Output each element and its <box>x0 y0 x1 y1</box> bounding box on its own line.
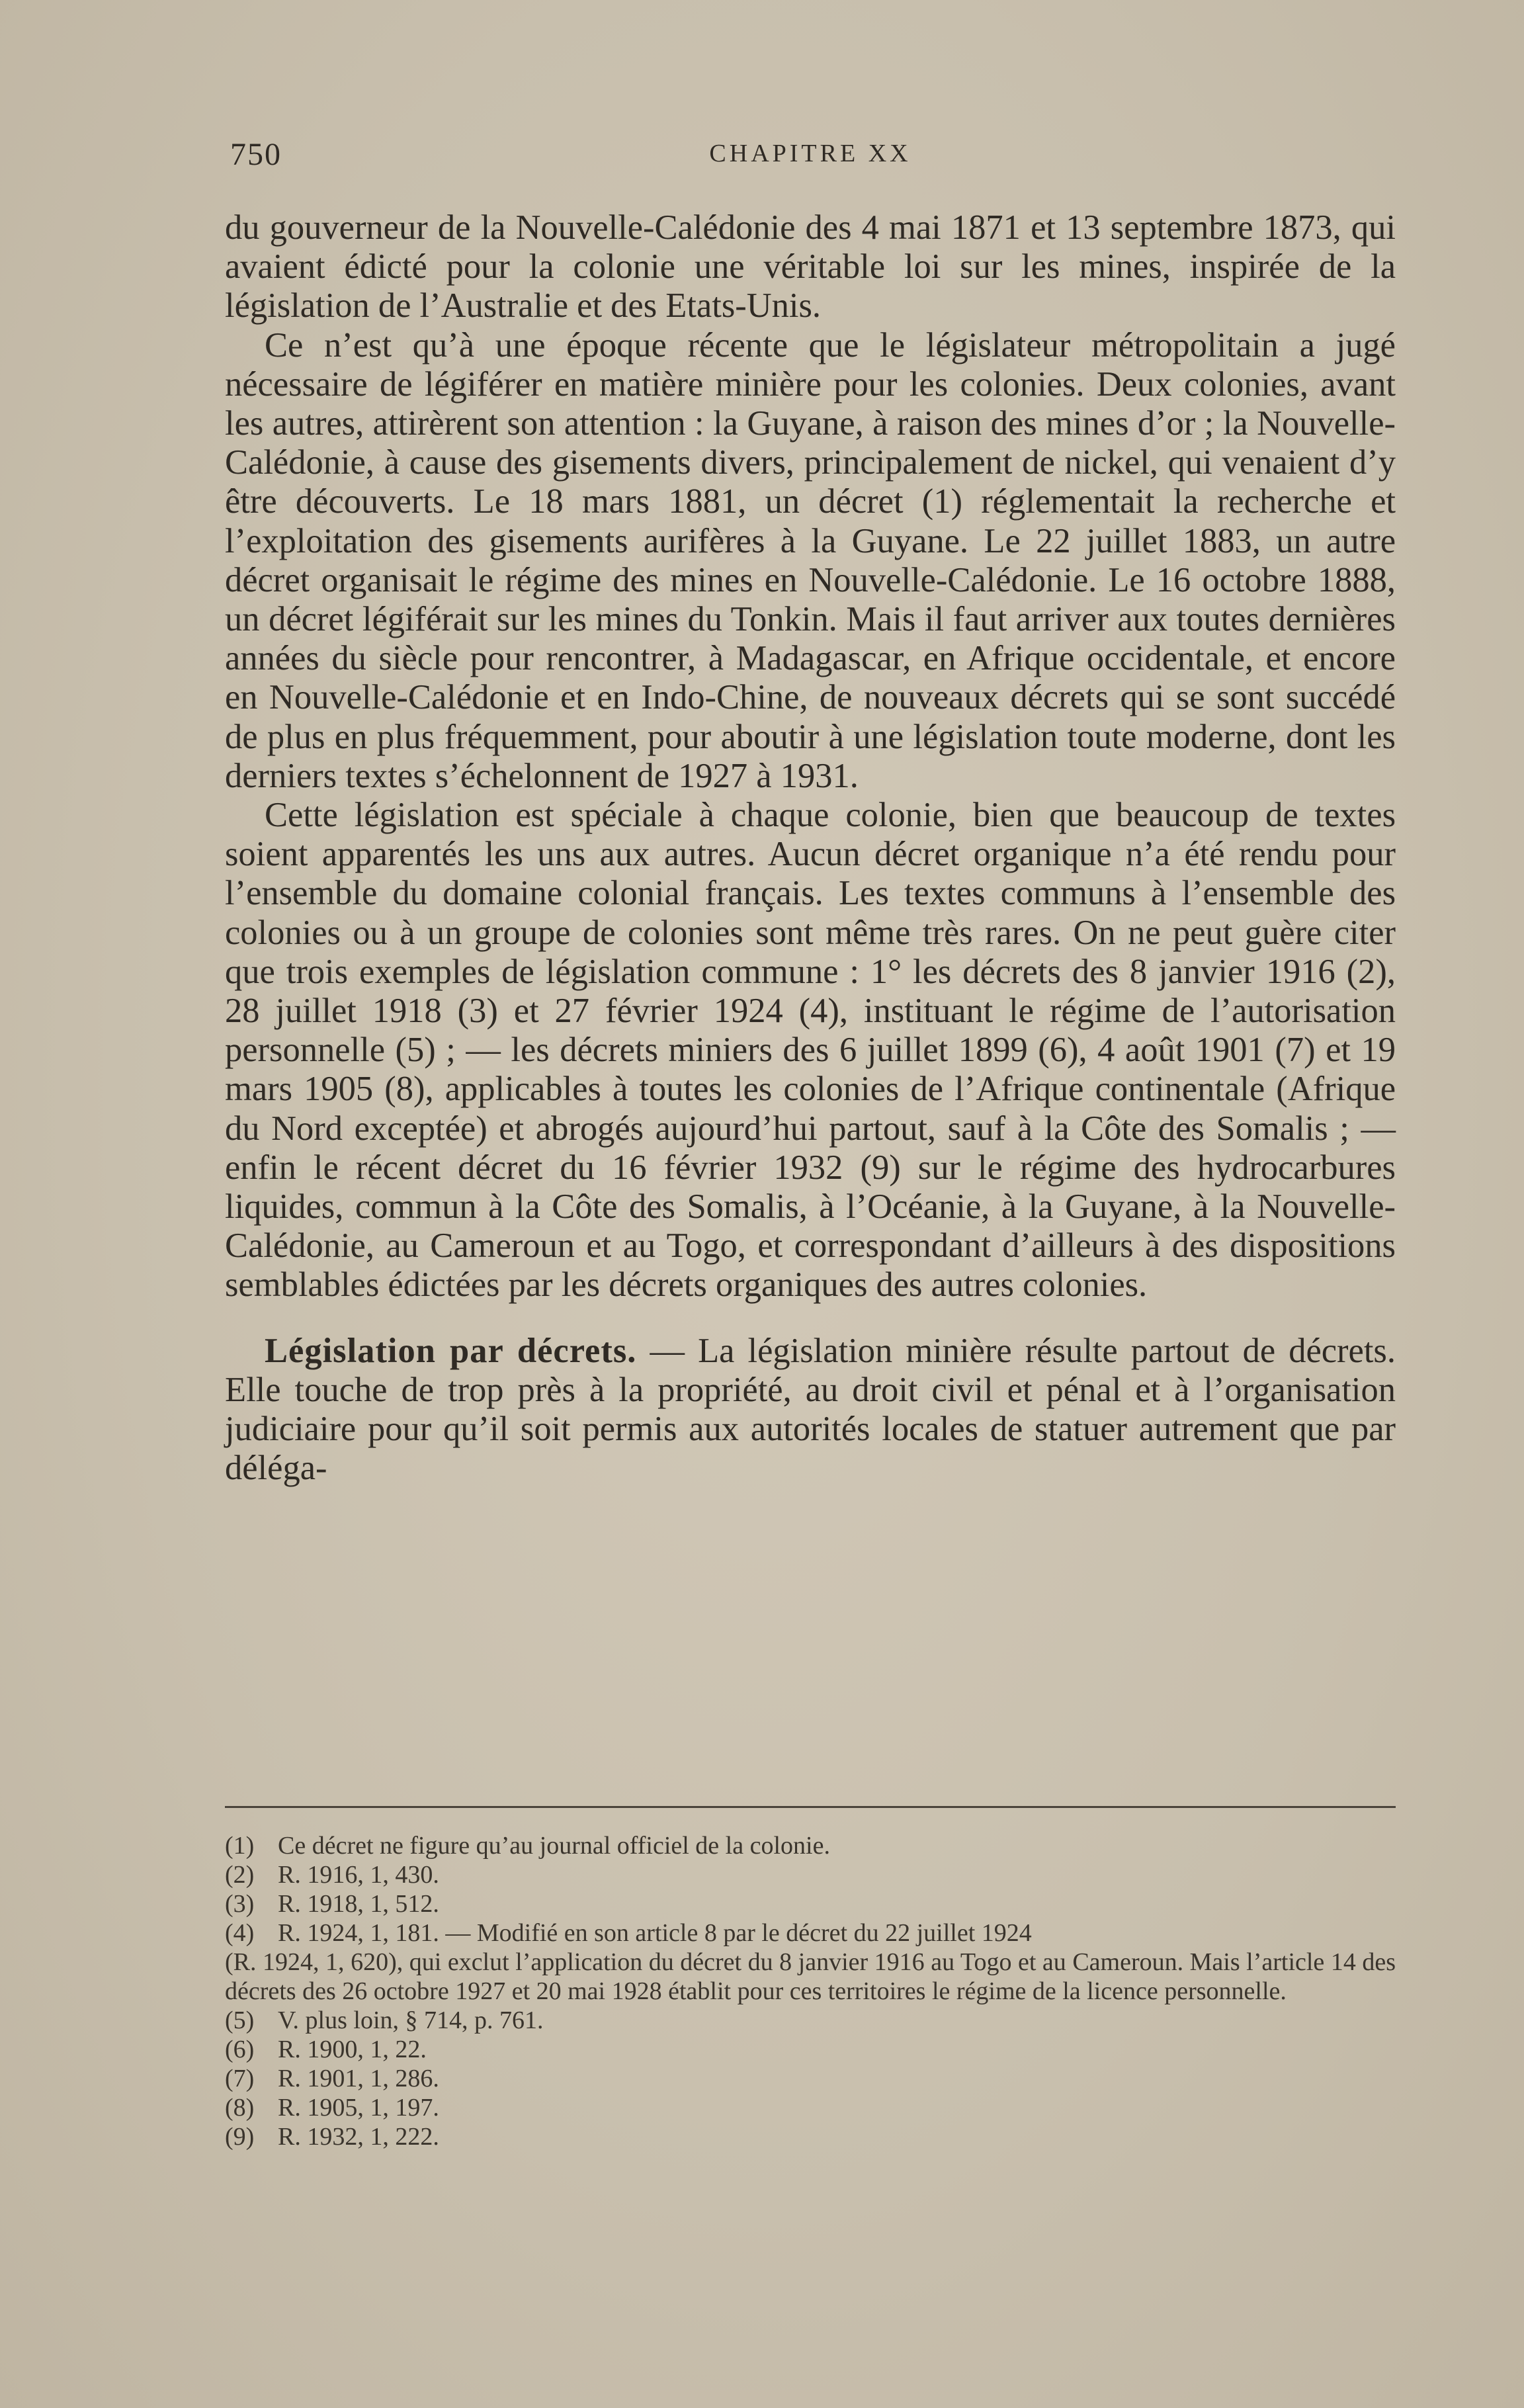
footnote-continuation: (R. 1924, 1, 620), qui exclut l’application du décret du 8 janvier 1916 au Togo et au Cameroun. Mais l’article 14 des décrets des 26 octobre 1927 et 20 mai 1928 établit pour ces territoires le régime de la licence personnelle. <box>225 1948 1396 2005</box>
page-header <box>225 136 1396 176</box>
paragraph: Cette législation est spéciale à chaque colonie, bien que beaucoup de textes soient apparentés les uns aux autres. Aucun décret organique n’a été rendu pour l’ensemble du domaine colonial français. Les textes communs à l’ensemble des colonies ou à un groupe de colonies sont même très rares. On ne peut guère citer que trois exemples de législation commune : 1° les décrets des 8 janvier 1916 (2), 28 juillet 1918 (3) et 27 février 1924 (4), instituant le régime de l’autorisation personnelle (5) ; — les décrets miniers des 6 juillet 1899 (6), 4 août 1901 (7) et 19 mars 1905 (8), applicables à toutes les colonies de l’Afrique continentale (Afrique du Nord exceptée) et abrogés aujourd’hui partout, sauf à la Côte des Somalis ; — enfin le récent décret du 16 février 1932 (9) sur le régime des hydrocarbures liquides, commun à la Côte des Somalis, à l’Océanie, à la Guyane, à la Nouvelle-Calédonie, au Cameroun et au Togo, et correspondant d’ailleurs à des dispositions semblables édictées par les décrets organiques des autres colonies. <box>225 796 1396 1305</box>
page-number: 750 <box>230 137 282 172</box>
footnote: (4) R. 1924, 1, 181. — Modifié en son article 8 par le décret du 22 juillet 1924 <box>225 1919 1032 1947</box>
section-heading: Législation par décrets. <box>265 1331 637 1370</box>
footnote: (8) R. 1905, 1, 197. <box>225 2094 439 2122</box>
running-title: CHAPITRE XX <box>709 140 911 167</box>
paragraph-continuation: du gouverneur de la Nouvelle-Calédonie des 4 mai 1871 et 13 septembre 1873, qui avaient édicté pour la colonie une véritable loi sur les mines, inspirée de la législation de l’Australie et des Etats-Unis. <box>225 208 1396 325</box>
footnote: (9) R. 1932, 1, 222. <box>225 2123 439 2151</box>
footnotes <box>225 1831 1396 2151</box>
section-text: — La législation minière résulte partout de décrets. Elle touche de trop près à la propriété, au droit civil et pénal et à l’organisation judiciaire pour qu’il soit permis aux autorités locales de statuer autrement que par déléga- <box>225 1331 1396 1488</box>
footnote: (7) R. 1901, 1, 286. <box>225 2065 439 2092</box>
footnote: (3) R. 1918, 1, 512. <box>225 1890 439 1918</box>
paragraph: Ce n’est qu’à une époque récente que le législateur métropolitain a jugé nécessaire de légiférer en matière minière pour les colonies. Deux colonies, avant les autres, attirèrent son attention : la Guyane, à raison des mines d’or ; la Nouvelle-Calédonie, à cause des gisements divers, principalement de nickel, qui venaient d’y être découverts. Le 18 mars 1881, un décret (1) réglementait la recherche et l’exploitation des gisements aurifères à la Guyane. Le 22 juillet 1883, un autre décret organisait le régime des mines en Nouvelle-Calédonie. Le 16 octobre 1888, un décret légiférait sur les mines du Tonkin. Mais il faut arriver aux toutes dernières années du siècle pour rencontrer, à Madagascar, en Afrique occidentale, et encore en Nouvelle-Calédonie et en Indo-Chine, de nouveaux décrets qui se sont succédé de plus en plus fréquemment, pour aboutir à une législation toute moderne, dont les derniers textes s’échelonnent de 1927 à 1931. <box>225 325 1396 795</box>
main-text <box>225 208 1396 1488</box>
footnote: (1) Ce décret ne figure qu’au journal officiel de la colonie. <box>225 1832 830 1860</box>
footnote: (5) V. plus loin, § 714, p. 761. <box>225 2006 544 2034</box>
section-paragraph <box>225 1332 1396 1488</box>
footnote: (6) R. 1900, 1, 22. <box>225 2036 427 2063</box>
footnote-divider <box>225 1806 1396 1808</box>
footnote: (2) R. 1916, 1, 430. <box>225 1861 439 1889</box>
